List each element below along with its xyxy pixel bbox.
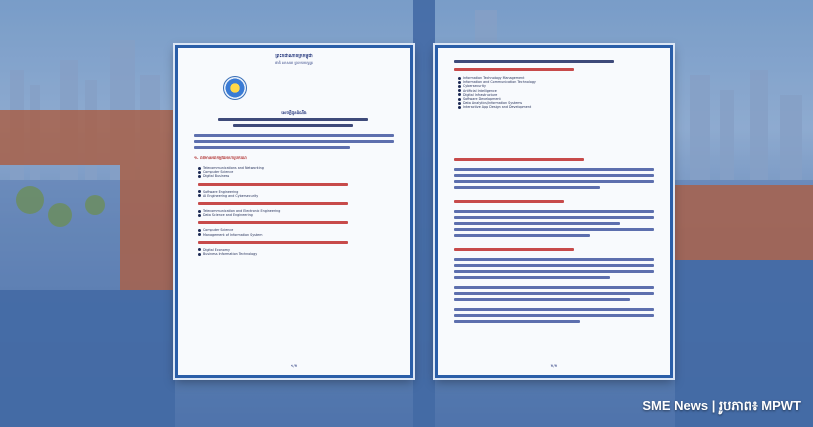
program-list <box>458 76 660 110</box>
kingdom-header: ព្រះរាជាណាចក្រកម្ពុជា <box>275 54 313 59</box>
list-item: AI Engineering and Cybersecurity <box>198 194 400 198</box>
text-line <box>454 68 574 71</box>
text-line <box>454 320 580 323</box>
list-item: Information Technology Management <box>458 76 660 80</box>
text-line <box>454 174 654 177</box>
list-item: Artificial Intelligence <box>458 89 660 93</box>
list-item: Telecommunication and Electronic Engineering <box>198 209 400 213</box>
text-line <box>454 158 584 161</box>
announcement-page-1 <box>175 45 413 378</box>
text-line <box>454 292 654 295</box>
section-heading: ១. ព័ត៌មានអំពីកម្មវិធីអាហារូបករណ៍ <box>194 156 247 160</box>
text-line <box>194 146 350 149</box>
text-line <box>454 298 630 301</box>
motto-header: ជាតិ សាសនា ព្រះមហាក្សត្រ <box>275 61 313 65</box>
text-line <box>454 216 654 219</box>
list-item: Digital Infrastructure <box>458 93 660 97</box>
text-line <box>454 210 654 213</box>
text-line <box>233 124 353 127</box>
program-list <box>198 166 400 256</box>
list-item: Information and Communication Technology <box>458 80 660 84</box>
image-credit: SME News | រូបភាព៖ MPWT <box>642 398 801 413</box>
list-item: Digital Business <box>198 174 400 178</box>
list-item: Management of Information System <box>198 233 400 237</box>
text-line <box>454 228 654 231</box>
list-item: Computer Science <box>198 170 400 174</box>
list-item: Computer Science <box>198 228 400 232</box>
list-item: Data Science and Engineering <box>198 213 400 217</box>
text-line <box>454 314 654 317</box>
list-item: Software Engineering <box>198 190 400 194</box>
text-line <box>454 264 654 267</box>
announcement-title: សេចក្តីជូនដំណឹង <box>281 110 307 115</box>
list-item: Interactive App Design and Development <box>458 105 660 109</box>
text-line <box>454 270 654 273</box>
text-line <box>454 222 620 225</box>
page-number: ២/២ <box>550 364 558 368</box>
list-item: Data Analytics/Information Systems <box>458 101 660 105</box>
text-line <box>218 118 368 121</box>
list-item: Cybersecurity <box>458 84 660 88</box>
ministry-logo <box>223 76 247 100</box>
text-line <box>454 276 610 279</box>
page-number: ១/២ <box>290 364 298 368</box>
text-line <box>454 308 654 311</box>
text-line <box>454 286 654 289</box>
text-line <box>194 134 394 137</box>
list-item: Digital Economy <box>198 248 400 252</box>
text-line <box>194 140 394 143</box>
text-line <box>454 200 564 203</box>
text-line <box>454 60 614 63</box>
list-item: Telecommunications and Networking <box>198 166 400 170</box>
text-line <box>454 186 600 189</box>
list-item: Business Information Technology <box>198 252 400 256</box>
text-line <box>454 234 590 237</box>
text-line <box>454 180 654 183</box>
list-item: Software Development <box>458 97 660 101</box>
announcement-page-2 <box>435 45 673 378</box>
text-line <box>454 258 654 261</box>
text-line <box>454 168 654 171</box>
text-line <box>454 248 574 251</box>
